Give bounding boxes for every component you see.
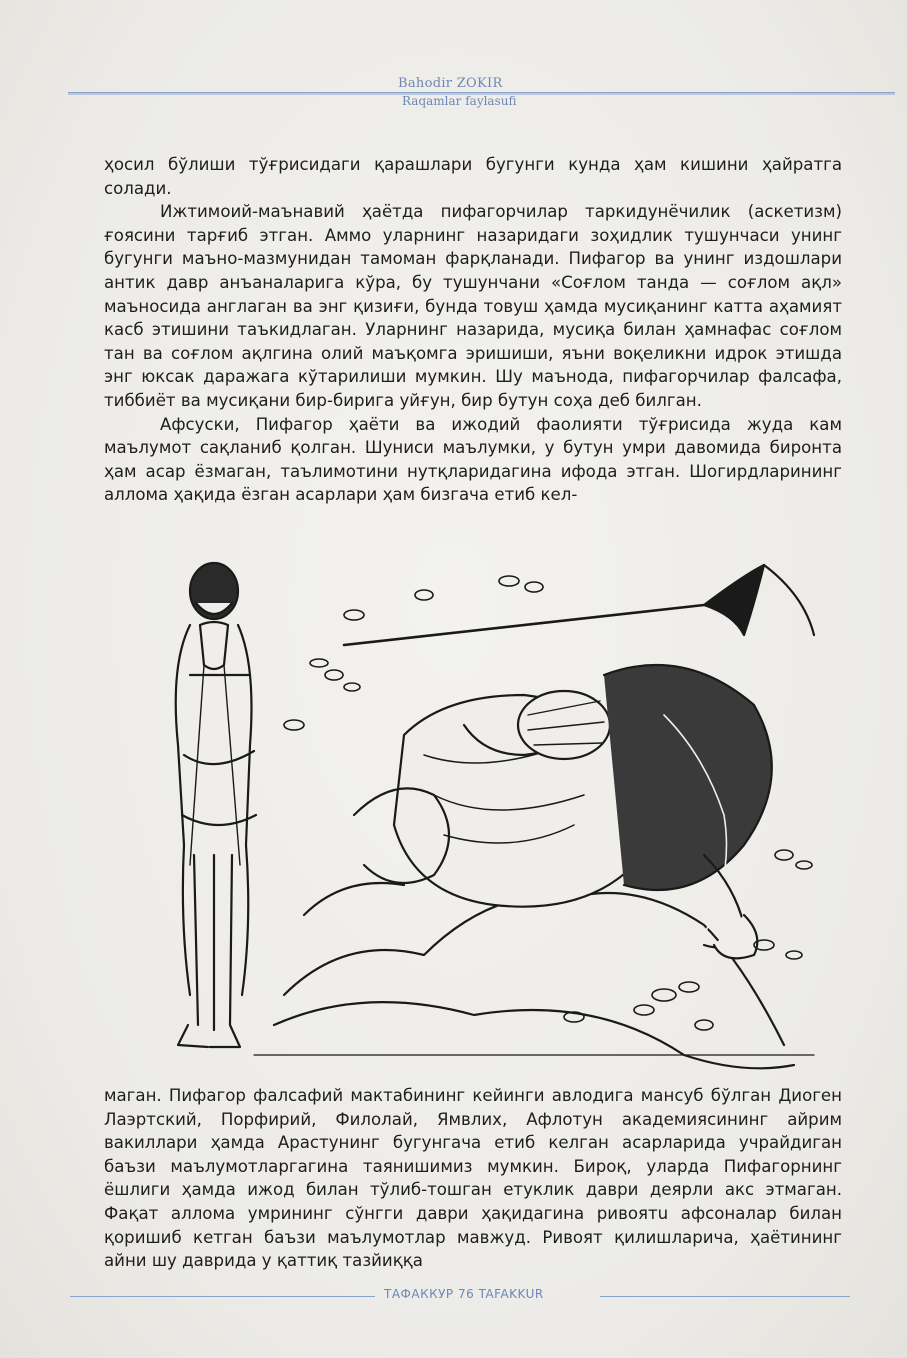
paragraph: Афсуски, Пифагор ҳаёти ва ижодий фаолияти тўғрисида жуда кам маълумот сақланиб қолган. Шуниси маълумки, у бутун умри давомида биронта ҳам асар ёзмаган, таълимотини нутқларидагина ифода этган. Шогирдларининг аллома ҳақида ёзган асарлари ҳам бизгача етиб кел-: [104, 414, 842, 505]
footer-rule-left: [70, 1296, 375, 1297]
top-text-block: [104, 153, 842, 507]
paragraph: маган. Пифагор фалсафий мактабининг кейинги авлодига мансуб бўлган Диоген Лаэртский, Порфирий, Филолай, Ямвлих, Афлотун академиясининг айрим вакиллари ҳамда Арастунинг бугунгача етиб келган асарларида учрайдиган баъзи маълумотларгагина таянишимиз мумкин. Бироқ, уларда Пифагорнинг ёшлиги ҳамда ижод билан тўлиб-тошган етуклик даври деярли акс этмаган. Фақат аллома умрининг сўнгги даври ҳақидагина ривоятu афсоналар билан қоришиб кетган баъзи маълумотлар мавжуд. Ривоят қилишларича, ҳаётининг айни шу даврида у қаттиқ тазйиққа: [104, 1086, 842, 1271]
header-author: Bahodir ZOKIR: [398, 76, 503, 91]
illustration-pythagoras-scene: [104, 555, 844, 1075]
footer-page-label: ТАФАККУР 76 TAFAKKUR: [384, 1287, 544, 1301]
header-book-title: Raqamlar faylasufi: [402, 94, 517, 108]
bottom-text-block: [104, 1084, 842, 1273]
fallen-robed-figure: [274, 665, 794, 1068]
spear: [344, 565, 814, 645]
running-header: [0, 72, 907, 112]
paragraph: ҳосил бўлиши тўғрисидаги қарашлари бугунги кунда ҳам кишини ҳайратга солади.: [104, 155, 842, 198]
paragraph: Ижтимоий-маънавий ҳаётда пифагорчилар таркидунёчилик (аскетизм) ғоясини тарғиб этган. Аммо уларнинг назаридаги зоҳидлик тушунчаси унинг бугунги маъно-мазмунидан тамоман фарқланади. Пифагор ва унинг издошлари антик давр анъаналарига кўра, бу тушунчани «Соғлом танда — соғлом ақл» маъносида англаган ва энг қизиғи, бунда товуш ҳамда мусиқанинг катта аҳамият касб этишини таъкидлаган. Уларнинг назарида, мусиқа билан ҳамнафас соғлом тан ва соғлом ақлгина олий маъқомга эришиши, яъни воқеликни идрок этишда энг юксак даражага кўтарилиши мумкин. Шу маънода, пифагорчилар фалсафа, тиббиёт ва мусиқани бир-бирига уйғун, бир бутун соҳа деб билган.: [104, 202, 842, 410]
running-footer: [0, 1283, 907, 1313]
footer-rule-right: [600, 1296, 850, 1297]
standing-boy-figure: [176, 563, 256, 1047]
